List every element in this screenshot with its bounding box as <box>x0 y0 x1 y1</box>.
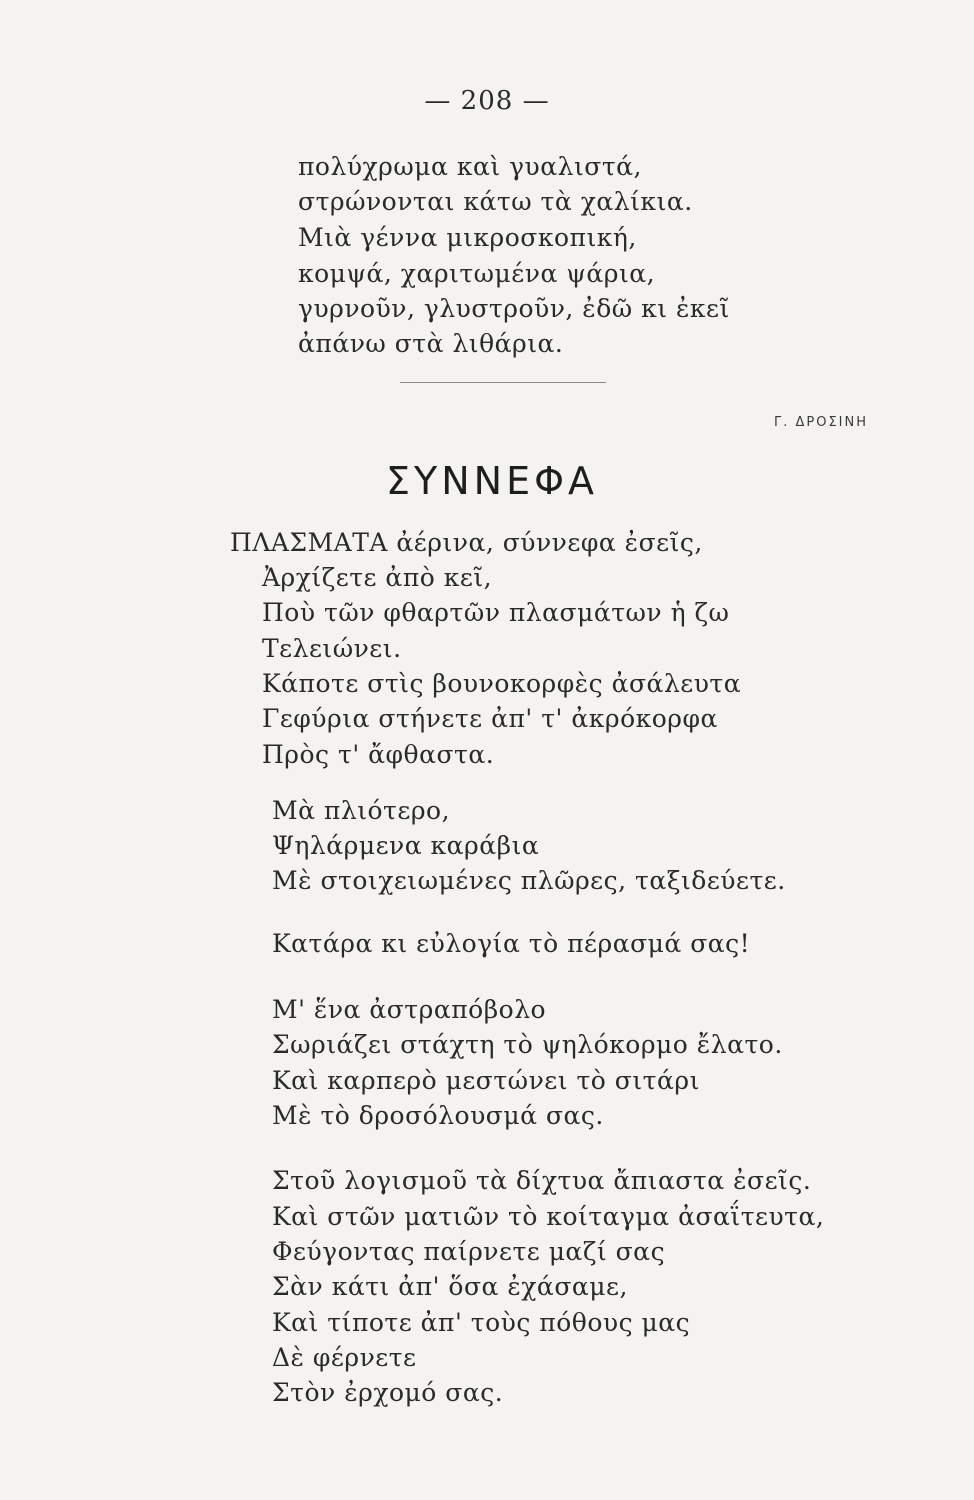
verse-line: Τελειώνει. <box>262 634 402 663</box>
verse-line: ἀπάνω στὰ λιθάρια. <box>298 329 564 358</box>
verse-line: πολύχρωμα καὶ γυαλιστά, <box>298 152 642 181</box>
verse-line: Ποὺ τῶν φθαρτῶν πλασμάτων ἡ ζω <box>262 598 730 627</box>
section-divider <box>400 382 606 383</box>
verse-line: γυρνοῦν, γλυστροῦν, ἐδῶ κι ἐκεῖ <box>298 294 730 323</box>
verse-line: Ἀρχίζετε ἀπὸ κεῖ, <box>262 563 493 592</box>
verse-line: Καὶ τίποτε ἀπ' τοὺς πόθους μας <box>272 1308 691 1337</box>
verse-line: Μ' ἕνα ἀστραπόβολο <box>272 995 547 1024</box>
verse-line: Στοῦ λογισμοῦ τὰ δίχτυα ἄπιαστα ἐσεῖς. <box>272 1166 812 1195</box>
poem-title: ΣΥΝΝΕΦΑ <box>386 459 598 503</box>
verse-line: Μιὰ γέννα μικροσκοπική, <box>298 223 637 252</box>
verse-line: Φεύγοντας παίρνετε μαζί σας <box>272 1237 666 1266</box>
verse-line: Καὶ στῶν ματιῶν τὸ κοίταγμα ἀσαΐτευτα, <box>272 1202 825 1231</box>
verse-line: Πρὸς τ' ἄφθαστα. <box>262 740 495 769</box>
verse-line: Στὸν ἐρχομό σας. <box>272 1378 504 1407</box>
poem-author: Γ. ΔΡΟΣΙΝΗ <box>774 415 869 430</box>
page-number: — 208 — <box>424 86 550 116</box>
verse-line: Κατάρα κι εὐλογία τὸ πέρασμά σας! <box>272 929 751 958</box>
verse-line: στρώνονται κάτω τὰ χαλίκια. <box>298 187 693 216</box>
verse-line: Μὰ πλιότερο, <box>272 796 451 825</box>
verse-line: Δὲ φέρνετε <box>272 1343 417 1372</box>
verse-line: Σωριάζει στάχτη τὸ ψηλόκορμο ἔλατο. <box>272 1030 783 1059</box>
verse-line: Μὲ στοιχειωμένες πλῶρες, ταξιδεύετε. <box>272 866 786 895</box>
verse-line: ΠΛΑΣΜΑΤΑ ἀέρινα, σύννεφα ἐσεῖς, <box>230 528 703 557</box>
verse-line: Ψηλάρμενα καράβια <box>272 831 540 860</box>
verse-line: Καὶ καρπερὸ μεστώνει τὸ σιτάρι <box>272 1066 700 1095</box>
verse-line: Γεφύρια στήνετε ἀπ' τ' ἀκρόκορφα <box>262 704 718 733</box>
verse-line: Σὰν κάτι ἀπ' ὅσα ἐχάσαμε, <box>272 1272 628 1301</box>
verse-line: Μὲ τὸ δροσόλουσμά σας. <box>272 1101 604 1130</box>
verse-line: Κάποτε στὶς βουνοκορφὲς ἀσάλευτα <box>262 669 742 698</box>
verse-line: κομψά, χαριτωμένα ψάρια, <box>298 259 656 288</box>
